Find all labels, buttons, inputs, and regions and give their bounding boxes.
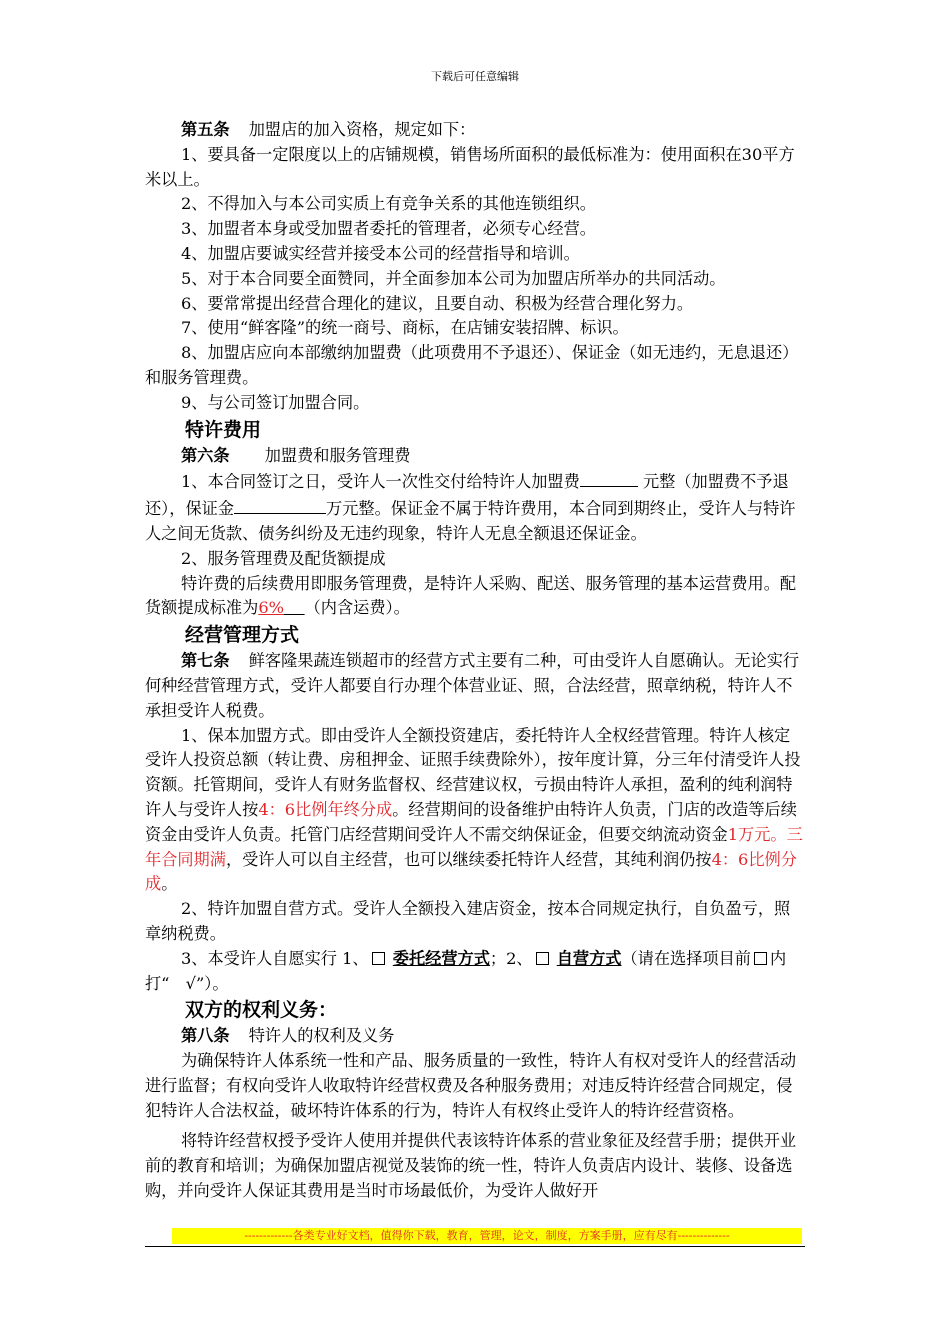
article-7-para-2: 2、特许加盟自营方式。受许人全额投入建店资金，按本合同规定执行，自负盈亏，照章纳税费。: [145, 899, 791, 943]
article-5-heading: [145, 118, 805, 143]
instruction-checkbox-icon: [754, 952, 767, 965]
article-7-para-1-text-d: 。: [161, 874, 178, 894]
article-7-para-3-text-b: ；2、: [489, 948, 533, 968]
profit-split-annual: 4：6比例年终分成: [258, 799, 393, 819]
article-7-para-3-text-d: 内打“ √”）。: [145, 948, 787, 993]
article-6-label: 第六条: [181, 445, 230, 465]
article-7-para-1: [145, 724, 805, 898]
section-heading-fees: 特许费用: [185, 418, 262, 441]
deposit-blank: [234, 495, 326, 514]
article-8-heading: [145, 1024, 805, 1049]
article-5-item-2: 2、不得加入与本公司实质上有竞争关系的其他连锁组织。: [181, 194, 596, 214]
article-5-item-1: 1、要具备一定限度以上的店铺规模，销售场所面积的最低标准为：使用面积在30平方米以上。: [145, 144, 795, 189]
article-5-title: 加盟店的加入资格，规定如下：: [248, 120, 476, 139]
article-6-para-1-text-b: 元整（加盟费不予退还），保证金: [145, 472, 789, 519]
article-6-para-3: [145, 572, 805, 622]
option-2-checkbox[interactable]: [536, 952, 549, 965]
article-7-para-1-text-c: ，受许人可以自主经营，也可以继续委托特许人经营，其纯利润仍按: [225, 849, 712, 869]
article-6-para-3-text-b: （内含运费）。: [304, 598, 410, 618]
document-body: [145, 118, 805, 1204]
article-6-heading: [145, 444, 805, 469]
article-8-para-2: 将特许经营权授予受许人使用并提供代表该特许体系的营业象征及经营手册；提供开业前的教育和培训；为确保加盟店视觉及装饰的统一性，特许人负责店内设计、装修、设备选购，并向受许人保证其费用是当时市场最低价，为受许人做好开: [145, 1131, 797, 1201]
profit-split-continued: 4：6比例分成: [145, 849, 797, 894]
article-5-item-3: 3、加盟者本身或受加盟者委托的管理者，必须专心经营。: [181, 219, 596, 239]
article-5-item-4: 4、加盟店要诚实经营并接受本公司的经营指导和培训。: [181, 243, 580, 263]
article-7-para-1-text-a: 1、保本加盟方式。即由受许人全额投资建店，委托特许人全权经营管理。特许人核定受许人投资总额（转让费、房租押金、证照手续费除外），按年度计算，分三年付清受许人投资额。托管期间，受许人有财务监督权、经营建议权，亏损由特许人承担，盈利的纯利润特许人与受许人按: [145, 725, 801, 819]
footer-divider: [145, 1246, 805, 1247]
article-7-label: 第七条: [181, 651, 230, 671]
section-heading-rights: 双方的权利义务：: [185, 999, 338, 1022]
article-8-title: 特许人的权利及义务: [248, 1026, 395, 1046]
article-6-title: 加盟费和服务管理费: [264, 445, 411, 465]
article-6-para-2: 2、服务管理费及配货额提成: [181, 548, 386, 568]
article-7-para-3-text-a: 3、本受许人自愿实行 1、: [181, 948, 369, 968]
article-8-label: 第八条: [181, 1026, 230, 1046]
article-7-intro-text: 鲜客隆果蔬连锁超市的经营方式主要有二种，可由受许人自愿确认。无论实行何种经营管理方式，受许人都要自行办理个体营业证、照，合法经营，照章纳税，特许人不承担受许人税费。: [145, 651, 800, 720]
article-8-para-1: 为确保特许人体系统一性和产品、服务质量的一致性，特许人有权对受许人的经营活动进行监督；有权向受许人收取特许经营权费及各种服务费用；对违反特许经营合同规定，侵犯特许人合法权益，破坏特许体系的行为，特许人有权终止受许人的特许经营资格。: [145, 1051, 797, 1120]
article-5-item-8: 8、加盟店应向本部缴纳加盟费（此项费用不予退还）、保证金（如无违约，无息退还）和服务管理费。: [145, 343, 799, 387]
option-1-checkbox[interactable]: [372, 952, 385, 965]
option-2-label: 自营方式: [556, 948, 622, 968]
article-6-para-1-text-c: 万元整。保证金不属于特许费用，本合同到期终止，受许人与特许人之间无货款、债务纠纷及无违约现象，特许人无息全额退还保证金。: [145, 499, 796, 543]
article-5-item-7: 7、使用“鲜客隆”的统一商号、商标，在店铺安装招牌、标识。: [181, 318, 629, 338]
article-7-intro: [145, 649, 805, 723]
article-5-item-9: 9、与公司签订加盟合同。: [181, 392, 370, 412]
article-7-para-3-text-c: （请在选择项目前: [621, 948, 751, 968]
article-5-label: 第五条: [181, 120, 230, 139]
page-header: 下载后可任意编辑: [431, 70, 519, 83]
delivery-commission-rate: 6%: [258, 598, 284, 618]
article-5-item-5: 5、对于本合同要全面赞同，并全面参加本公司为加盟店所举办的共同活动。: [181, 268, 726, 288]
option-1-label: 委托经营方式: [392, 948, 490, 968]
section-heading-management: 经营管理方式: [185, 624, 300, 647]
article-7-para-1-text-b: 。经营期间的设备维护由特许人负责，门店的改造等后续资金由受许人负责。托管门店经营期间受许人不需交纳保证金，但要交纳流动资金: [145, 799, 797, 844]
franchise-fee-blank: [580, 468, 638, 487]
footer-banner: -------------各类专业好文档，值得你下载，教育，管理，论文，制度，方案手册，应有尽有--------------: [172, 1228, 802, 1244]
article-5-item-6: 6、要常常提出经营合理化的建议，且要自动、积极为经营合理化努力。: [181, 293, 694, 313]
working-capital-term: 1万元。三年合同期满: [145, 824, 803, 869]
article-6-para-1-text-a: 1、本合同签订之日，受许人一次性交付给特许人加盟费: [181, 472, 580, 492]
article-7-para-3: [145, 947, 805, 997]
article-6-para-3-text-a: 特许费的后续费用即服务管理费，是特许人采购、配送、服务管理的基本运营费用。配货额提成标准为: [145, 573, 797, 618]
article-6-para-1: [145, 468, 805, 546]
